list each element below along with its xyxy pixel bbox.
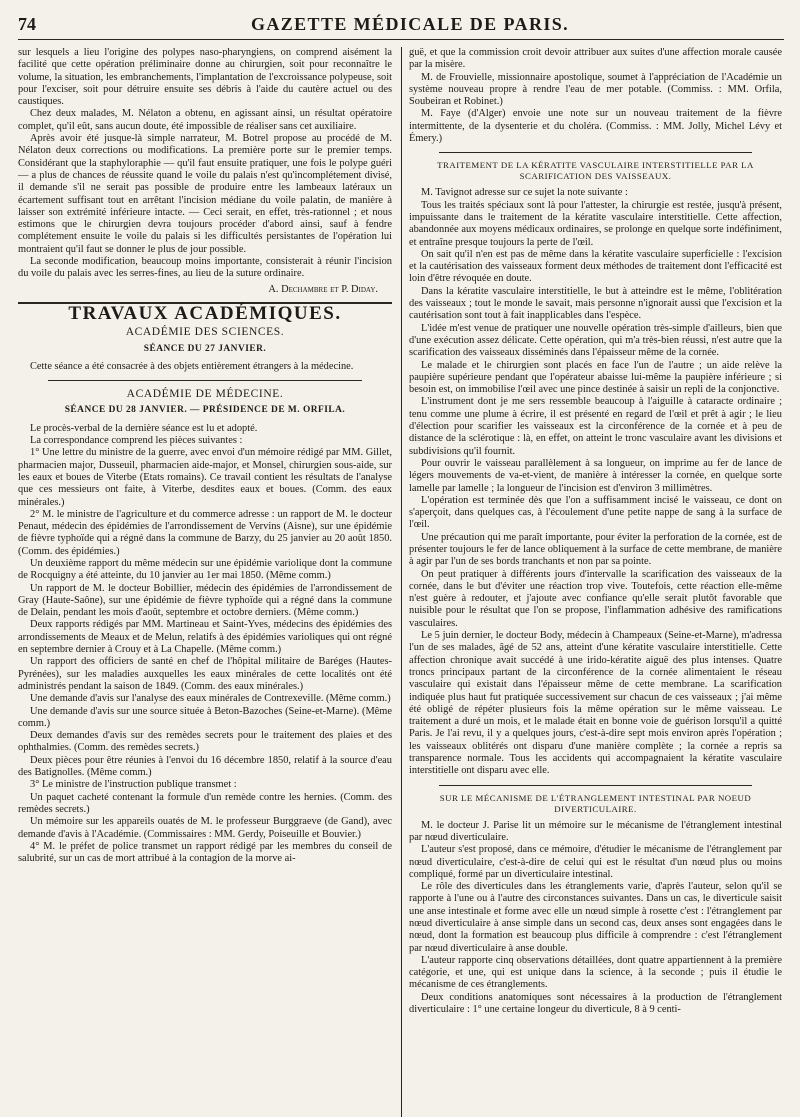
paragraph: 1° Une lettre du ministre de la guerre, avec envoi d'un mémoire rédigé par MM. Gillet, pharmacien major, Dusseuil, pharmacien aide-major, et Monsel, chirurgien sous-aide, sur les eaux et boues de Viterbe (Etats romains). Ce travail contient les résultats de l'analyse que ces messieurs ont faite, à Viterbe, desdites eaux et boues. (Comm. des eaux minérales.) [18, 447, 392, 508]
paragraph: Un paquet cacheté contenant la formule d'un remède contre les hernies. (Comm. des remèdes secrets.) [18, 791, 392, 815]
paragraph: Une demande d'avis sur l'analyse des eaux minérales de Contrexeville. (Même comm.) [30, 693, 391, 705]
paragraph: L'auteur rapporte cinq observations détaillées, dont quatre appartiennent à la première catégorie, et une, qui est unique dans la science, à la seconde ; puis il étudie le mécanisme de ces étranglements. [409, 954, 782, 991]
two-column-body [18, 47, 784, 1117]
paragraph: 3° Le ministre de l'instruction publique transmet : [30, 779, 237, 791]
paragraph: Le 5 juin dernier, le docteur Body, médecin à Champeaux (Seine-et-Marne), m'adressa l'un de ses malades, âgé de 52 ans, atteint d'une kératite vasculaire interstitielle. Cette affection chronique avait succédé à une irido-kératite aiguë des plus intenses. Quatre troncs principaux partant de la circonférence de la cornée alimentaient le réseau vasculaire qui existait dans l'épaisseur même de cette membrane. La scarification indiquée plus haut fut pratiquée successivement sur chacun de ces vaisseaux ; j'ai même été obligé de répéter plusieurs fois la même opération sur le même vaisseau. Le traitement a duré un mois, et le malade était en bonne voie de guérison lorsqu'il a quitté Paris. Je l'ai revu, il y a quelques jours, c'est-à-dire sept mois environ après l'opération ; les vaisseaux oblitérés ont disparu d'une manière complète ; la cornée a repris sa transparence normale. Tous les accidents qui accompagnaient la kératite vasculaire interstitielle ont disparu avec elle. [409, 630, 782, 777]
paragraph: Tous les traités spéciaux sont là pour l'attester, la chirurgie est restée, jusqu'à présent, impuissante dans le traitement de la kératite vasculaire interstitielle. Cette affection, abandonnée aux moyens médicaux ordinaires, se prolonge en quelque sorte indéfiniment, et entraîne presque toujours la perte de l'œil. [409, 199, 782, 248]
paragraph: Deux demandes d'avis sur des remèdes secrets pour le traitement des plaies et des ophthalmies. (Comm. des remèdes secrets.) [18, 730, 392, 754]
journal-title: GAZETTE MÉDICALE DE PARIS. [250, 14, 570, 34]
paragraph: M. de Frouvielle, missionnaire apostolique, soumet à l'appréciation de l'Académie un système nouveau propre à rendre l'eau de mer potable. (Commiss. : MM. Orfila, Soubeiran et Robinet.) [409, 71, 782, 108]
paragraph: Le procès-verbal de la dernière séance est lu et adopté. [30, 422, 258, 434]
signature: A. Dechambre et P. Diday. [268, 283, 378, 295]
paragraph: On sait qu'il n'en est pas de même dans la kératite vasculaire superficielle : l'excision et la cautérisation des vaisseaux forment deux méthodes de traitement dont l'efficacité est loin d'être révoquée en doute. [409, 248, 782, 285]
paragraph: Chez deux malades, M. Nélaton a obtenu, en agissant ainsi, un résultat opératoire complet, qu'il eût, sans aucun doute, été impossible de réaliser sans cet auxiliaire. [18, 108, 392, 132]
paragraph: Un deuxième rapport du même médecin sur une épidémie variolique dont la commune de Rocquigny a été atteinte, du 10 janvier au 1er mai 1850. (Même comm.) [18, 557, 392, 582]
paragraph: Un rapport des officiers de santé en chef de l'hôpital militaire de Baréges (Hautes-Pyrénées), sur les maladies auxquelles les eaux minérales de cette localités ont été administrés pendant la saison de 1849. (Comm. des eaux minérales.) [18, 656, 392, 692]
divider [48, 380, 362, 381]
session-heading: SÉANCE DU 27 JANVIER. [143, 343, 267, 354]
paragraph: M. Tavignot adresse sur ce sujet la note suivante : [421, 187, 628, 199]
paragraph: L'opération est terminée dès que l'on a suffisamment incisé le vaisseau, ce dont on s'aperçoit, dans quelques cas, à l'écoulement d'une petite nappe de sang à la surface de l'œil. [409, 494, 782, 531]
paragraph: On peut pratiquer à différents jours d'intervalle la scarification des vaisseaux de la cornée, dans le but d'éviter une réaction trop vive. Toutefois, cette réaction elle-même n'est guère à redouter, et j'ajoute avec confiance qu'elle serait plutôt favorable que nuisible pour le résultat que l'on se propose, l'inflammation adhésive des ramifications vasculaires. [409, 568, 782, 629]
paragraph: guë, et que la commission croit devoir attribuer aux suites d'une affection morale causée par la misère. [409, 47, 782, 71]
paragraph: La seconde modification, beaucoup moins importante, consisterait à réunir l'incision du voile du palais avec les serres-fines, au lieu de la suture ordinaire. [18, 256, 392, 280]
academy-heading: ACADÉMIE DES SCIENCES. [125, 326, 285, 339]
paragraph: L'idée m'est venue de pratiquer une nouvelle opération très-simple d'ailleurs, bien que d'une exécution assez délicate. Cette opération, qui m'a très-bien réussi, n'est autre que la scarification des vaisseaux disséminés dans l'épaisseur même de la cornée. [409, 322, 782, 359]
divider [439, 785, 752, 786]
paragraph: Deux pièces pour être réunies à l'envoi du 16 décembre 1850, relatif à la source d'eau des Batignolles. (Même comm.) [18, 754, 392, 779]
paragraph: La correspondance comprend les pièces suivantes : [30, 435, 243, 447]
paragraph: Un mémoire sur les appareils ouatés de M. le professeur Burggraeve (de Gand), avec demande d'avis à l'Académie. (Commissaires : MM. Gerdy, Poiseuille et Bouvier.) [18, 816, 392, 840]
paragraph: Cette séance a été consacrée à des objets entièrement étrangers à la médecine. [30, 360, 354, 372]
paragraph: L'auteur s'est proposé, dans ce mémoire, d'étudier le mécanisme de l'étranglement par nœud diverticulaire, c'est-à-dire de celui qui est le résultat d'un nœud plus ou moins compliqué, formé par un diverticulaire intestinal. [409, 844, 782, 880]
paragraph: Deux rapports rédigés par MM. Martineau et Saint-Yves, médecins des épidémies des arrondissements de Meaux et de Melun, relatifs à des épidémies varioliques qui ont régné en septembre dernier à Crouy et à La Chapelle. (Même comm.) [18, 619, 392, 656]
academy-heading: ACADÉMIE DE MÉDECINE. [126, 388, 284, 401]
paragraph: sur lesquels a lieu l'origine des polypes naso-pharyngiens, on comprend aisément la facilité que cette opération préliminaire donne au chirurgien, soit pour reconnaître le volume, la situation, les embranchements, l'implantation de l'excroissance polypeuse, soit pour l'exciser, soit pour détruire ensuite ses débris à l'aide du cautère actuel ou des caustiques. [18, 47, 392, 108]
paragraph: L'instrument dont je me sers ressemble beaucoup à l'aiguille à cataracte ordinaire ; tenu comme une plume à écrire, il est présenté en regard de l'œil et prêt à agir ; le lieu d'élection pour scarifier les vaisseaux est la circonférence de la cornée et à peu de distance de la sclérotique : là, en effet, on atteint le tronc vasculaire avant les divisions et subdivisions qu'il fournit. [409, 396, 782, 457]
paragraph: Pour ouvrir le vaisseau parallèlement à sa longueur, on imprime au fer de lance de légers mouvements de va-et-vient, de manière à intéresser la cornée, en quelque sorte lamelle par lamelle ; la longueur de l'incision est d'environ 3 millimètres. [409, 457, 782, 494]
section-heading: TRAVAUX ACADÉMIQUES. [68, 302, 342, 324]
divider [439, 152, 752, 153]
paragraph: M. le docteur J. Parise lit un mémoire sur le mécanisme de l'étranglement intestinal par nœud diverticulaire. [409, 819, 782, 843]
paragraph: Dans la kératite vasculaire interstitielle, le but à atteindre est le même, l'oblitération des vaisseaux ; tout le monde le savait, mais personne n'ignorait aussi que l'excision et la cautérisation sont tout à fait inapplicables dans l'espèce. [409, 285, 782, 322]
paragraph: 2° M. le ministre de l'agriculture et du commerce adresse : un rapport de M. le docteur Penaut, médecin des épidémies de l'arrondissement de Vervins (Aisne), sur une épidémie de fièvre typhoïde qui a régné dans la commune de Barzy, du 25 janvier au 20 août 1850. (Comm. des épidémies.) [18, 508, 392, 557]
page-header [18, 14, 784, 40]
article-heading: SUR LE MÉCANISME DE L'ÉTRANGLEMENT INTESTINAL PAR NOEUD DIVERTICULAIRE. [439, 792, 752, 814]
paragraph: Le malade et le chirurgien sont placés en face l'un de l'autre ; un aide relève la paupière supérieure pendant que l'opérateur abaisse lui-même la paupière inférieure ; si besoin est, on immobilise l'œil avec une pince destinée à saisir un repli de la conjonctive. [409, 359, 782, 396]
right-column [402, 47, 782, 1117]
left-column [18, 47, 398, 1117]
paragraph: 4° M. le préfet de police transmet un rapport rédigé par les membres du conseil de salubrité, sur un cas de mort attribué à la contagion de la morve ai- [18, 840, 392, 865]
paragraph: Le rôle des diverticules dans les étranglements varie, d'après l'auteur, selon qu'il se rapporte à l'une ou à l'autre des circonstances suivantes. Dans un cas, le diverticule saisit une anse intestinale et forme avec elle un nœud simple à rosette c'est : l'étranglement par nœud diverticulaire à anse simple dans un second cas, deux anses sont engagées dans le nœud, dont la formation est beaucoup plus difficile à comprendre : c'est l'étranglement par nœud diverticulaire à anse double. [409, 881, 782, 954]
session-heading: SÉANCE DU 28 JANVIER. — PRÉSIDENCE DE M. ORFILA. [64, 405, 346, 416]
paragraph: Après avoir été jusque-là simple narrateur, M. Botrel propose au procédé de M. Nélaton deux corrections ou modifications. La première porte sur le premier temps. Considérant que la staphyloraphie — qu'il faut ensuite pratiquer, une fois le polype guéri — a plus de chances de réussite quand le voile du palais n'est qu'incomplétement divisé, il demande s'il ne serait pas possible de produire entre les lambeaux latéraux un écartement suffisant tout en arrêtant l'incision médiane du voile palatin, de manière à laisser son extrémité inférieure intacte. — Ceci serait, en effet, très-rationnel ; et nous estimons que le chirurgien devra toujours procéder d'abord ainsi, sauf à fendre complétement ensuite le voile du palais si les difficultés persistantes de l'opération lui montraient qu'il faut se donner le plus de jour possible. [18, 133, 392, 255]
paragraph: M. Faye (d'Alger) envoie une note sur un nouveau traitement de la fièvre intermittente, de la dysenterie et du choléra. (Commiss. : MM. Jolly, Michel Lévy et Émery.) [409, 108, 782, 145]
article-heading: TRAITEMENT DE LA KÉRATITE VASCULAIRE INTERSTITIELLE PAR LA SCARIFICATION DES VAISSEAUX. [437, 160, 754, 182]
paragraph: Une demande d'avis sur une source située à Beton-Bazoches (Seine-et-Marne). (Même comm.) [18, 705, 392, 729]
paragraph: Un rapport de M. le docteur Bobillier, médecin des épidémies de l'arrondissement de Gray (Haute-Saône), sur une épidémie de fièvre typhoïde qui a régné dans la commune de Delain, pendant les mois d'août, septembre et octobre derniers. (Même comm.) [18, 582, 392, 619]
paragraph: Une précaution qui me paraît importante, pour éviter la perforation de la cornée, est de présenter toujours le fer de lance obliquement à la surface de cette membrane, de manière à agir par l'un de ses bords tranchants et non par sa pointe. [409, 531, 782, 568]
page-number: 74 [18, 14, 36, 34]
paragraph: Deux conditions anatomiques sont nécessaires à la production de l'étranglement diverticulaire : 1° une certaine longeur du diverticule, 8 à 9 centi- [409, 991, 782, 1016]
